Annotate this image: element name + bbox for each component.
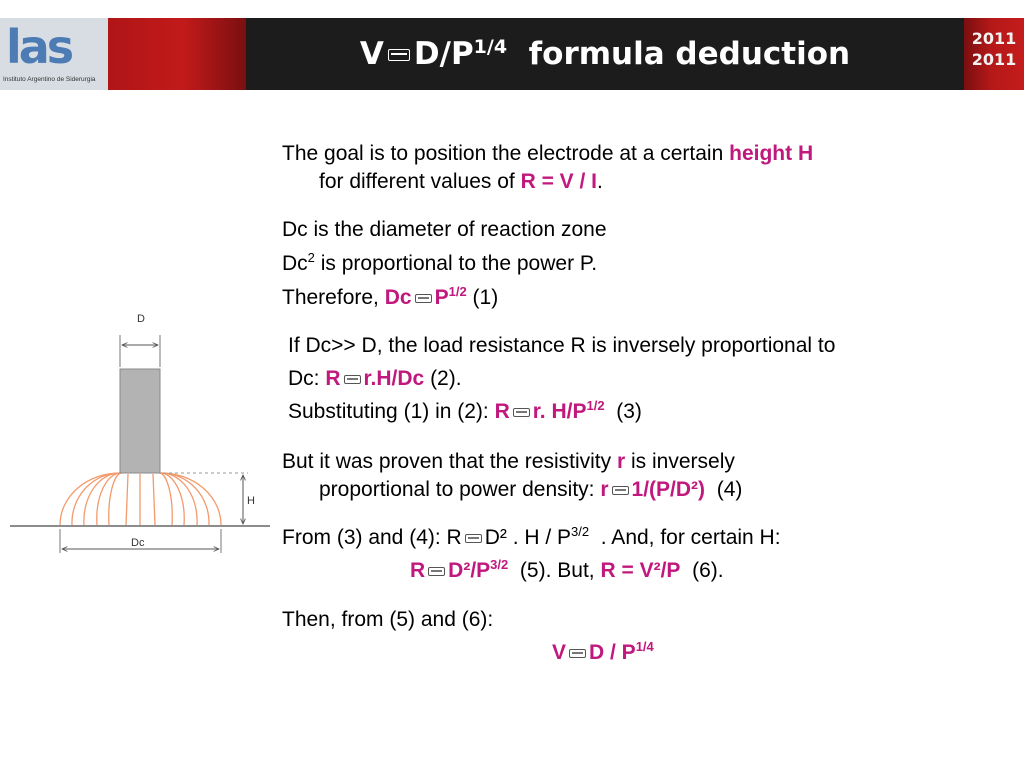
paragraph-dc-squared	[282, 250, 597, 278]
highlight: R	[494, 400, 510, 423]
superscript: 2	[307, 250, 315, 265]
highlight: R = V²/P	[600, 559, 681, 582]
title-base: D/P	[413, 36, 474, 72]
text: (3)	[616, 400, 642, 423]
text: proportional to power density:	[319, 478, 595, 501]
ias-logo	[0, 18, 108, 90]
text: D² . H / P	[484, 526, 572, 549]
highlight-height: height H	[729, 142, 814, 165]
text: is inversely	[631, 450, 735, 473]
text: Then, from (5) and (6):	[282, 608, 494, 631]
text: is proportional to the power P.	[320, 252, 598, 275]
text: (4)	[716, 478, 743, 501]
superscript: 1/2	[448, 284, 467, 299]
text: (6).	[692, 559, 724, 582]
paragraph-from-3-4	[282, 524, 781, 585]
proportional-symbol-icon	[612, 486, 629, 495]
highlight: r	[616, 450, 626, 473]
highlight: r	[600, 478, 609, 501]
highlight-r-formula: R = V / I	[520, 170, 598, 193]
label-dc: Dc	[131, 537, 145, 549]
paragraph-resistivity	[282, 448, 742, 504]
highlight: V	[552, 641, 567, 664]
slide-title	[246, 18, 964, 90]
proportional-symbol-icon	[388, 49, 410, 61]
text: .	[597, 170, 603, 193]
highlight: R	[410, 559, 426, 582]
text: (2).	[430, 367, 462, 390]
text: Dc	[282, 252, 308, 275]
highlight-p: P	[434, 286, 449, 309]
superscript: 3/2	[490, 557, 509, 572]
year-label-top: 2011	[971, 29, 1017, 48]
superscript: 1/4	[635, 639, 654, 654]
text: The goal is to position the electrode at a certain	[282, 142, 724, 165]
text: (5). But,	[519, 559, 595, 582]
title-v: V	[359, 36, 384, 72]
logo-subtitle: Instituto Argentino de Siderurgia	[3, 76, 96, 83]
highlight: r. H/P	[532, 400, 587, 423]
proportional-symbol-icon	[428, 567, 445, 576]
label-h: H	[247, 495, 255, 507]
text: Therefore,	[282, 286, 379, 309]
text: But it was proven that the resistivity	[282, 450, 612, 473]
superscript: 3/2	[571, 524, 590, 539]
label-d: D	[137, 313, 145, 325]
highlight: D²/P	[448, 559, 491, 582]
text: From (3) and (4): R	[282, 526, 462, 549]
logo-text: las	[6, 20, 72, 74]
header-red-band-left	[108, 18, 246, 90]
text: (1)	[472, 286, 499, 309]
year-label-bottom: 2011	[971, 50, 1017, 69]
electrode	[120, 369, 160, 473]
highlight: R	[325, 367, 341, 390]
text: Dc:	[288, 367, 320, 390]
electrode-diagram	[8, 305, 273, 585]
highlight: D / P	[589, 641, 636, 664]
text: If Dc>> D, the load resistance R is inversely proportional to	[288, 334, 836, 357]
paragraph-dc-definition	[282, 216, 607, 244]
proportional-symbol-icon	[415, 294, 432, 303]
proportional-symbol-icon	[344, 375, 361, 384]
paragraph-therefore	[282, 284, 498, 312]
paragraph-if-dc	[288, 332, 835, 426]
text: Dc is the diameter of reaction zone	[282, 218, 607, 241]
highlight-dc: Dc	[384, 286, 412, 309]
highlight: 1/(P/D²)	[631, 478, 706, 501]
superscript: 1/2	[586, 398, 605, 413]
title-suffix: formula deduction	[528, 36, 851, 72]
paragraph-then	[282, 606, 654, 667]
text: for different values of	[319, 170, 515, 193]
proportional-symbol-icon	[513, 408, 530, 417]
title-exponent: 1/4	[473, 36, 508, 58]
proportional-symbol-icon	[465, 534, 482, 543]
proportional-symbol-icon	[569, 649, 586, 658]
reaction-zone-arcs	[60, 473, 221, 525]
paragraph-goal	[282, 140, 813, 196]
text: . And, for certain H:	[600, 526, 781, 549]
highlight: r.H/Dc	[363, 367, 425, 390]
text: Substituting (1) in (2):	[288, 400, 489, 423]
slide-header	[0, 18, 1024, 90]
